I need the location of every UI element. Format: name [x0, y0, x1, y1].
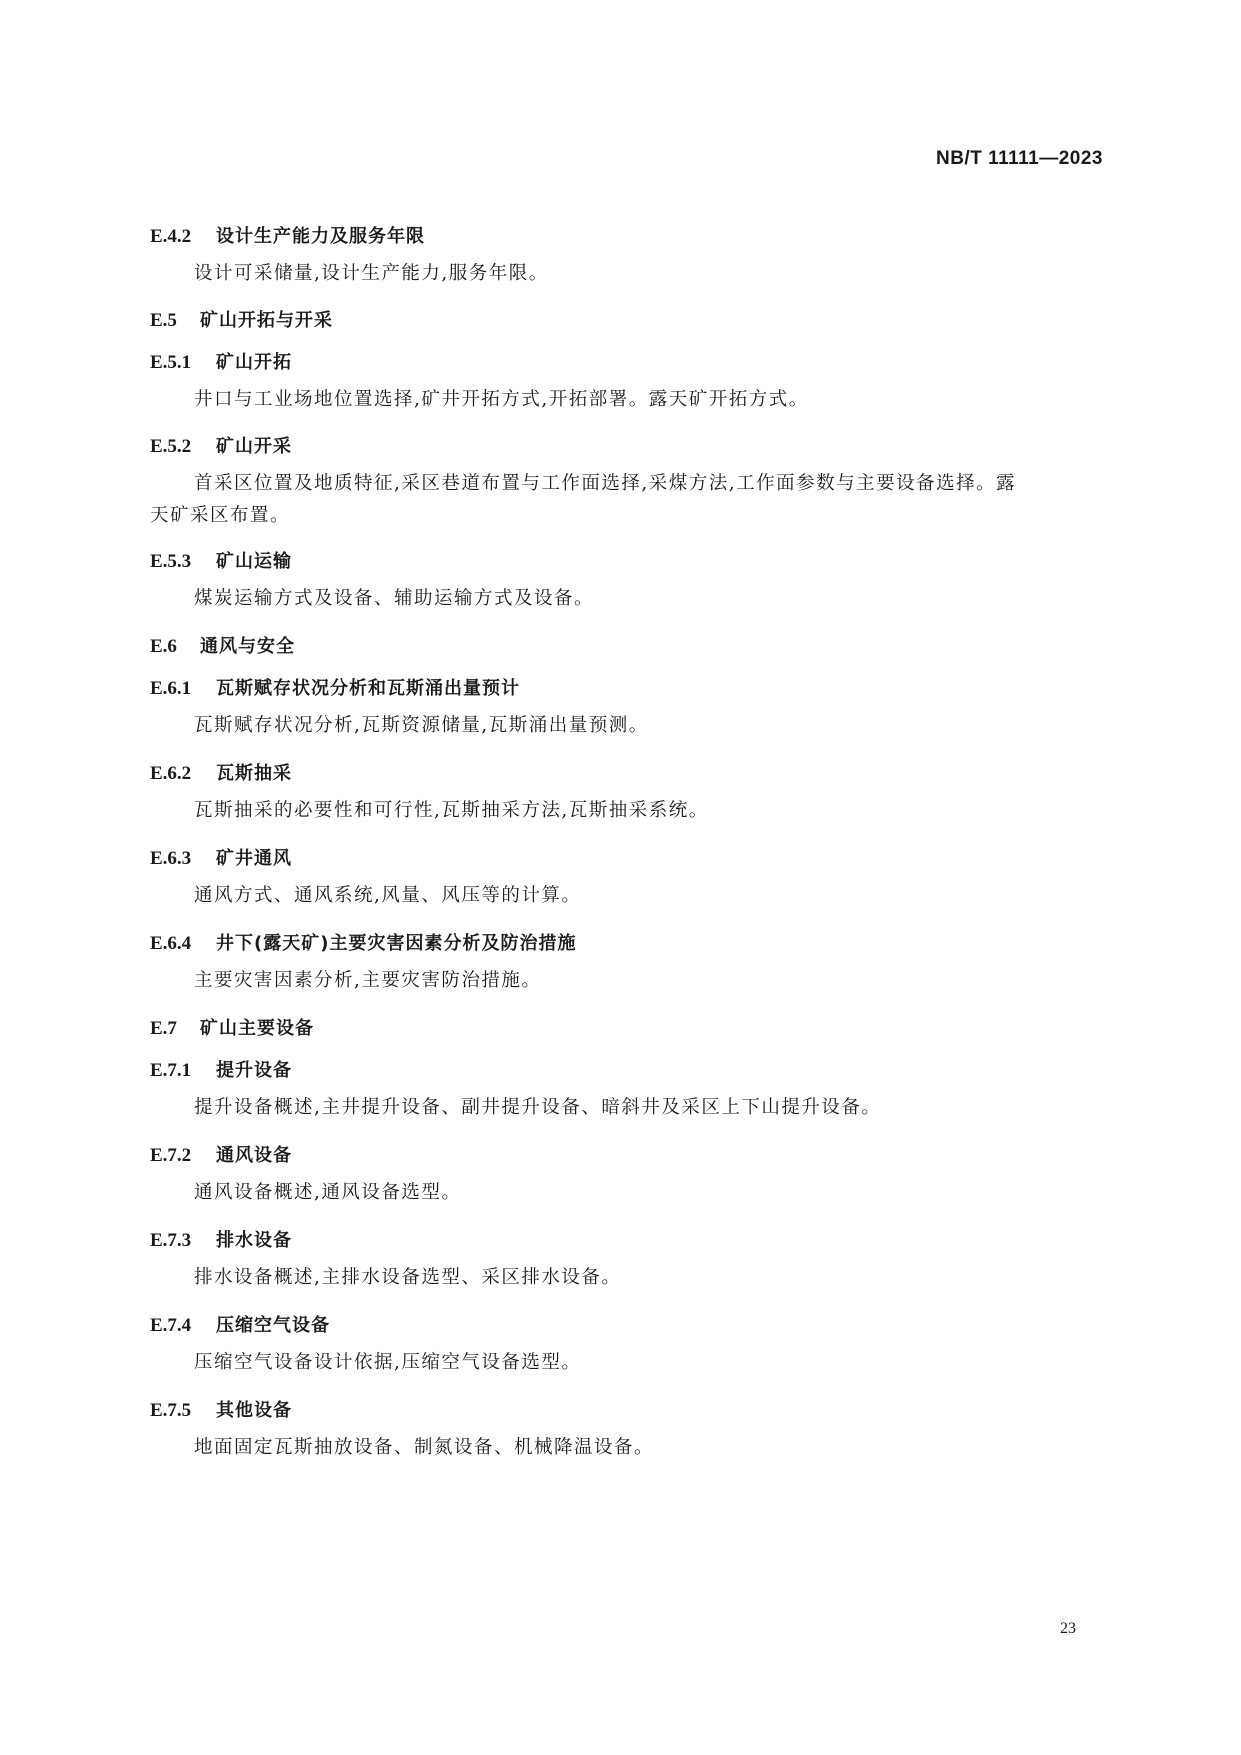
section-heading — [150, 306, 333, 332]
paragraph: 井口与工业场地位置选择,矿井开拓方式,开拓部署。露天矿开拓方式。 — [194, 389, 809, 410]
section-number: E.7.1 — [150, 1060, 192, 1081]
section-number: E.7 — [150, 1018, 177, 1039]
section-heading — [150, 759, 292, 785]
section-title: 矿山主要设备 — [200, 1018, 314, 1039]
paragraph: 地面固定瓦斯抽放设备、制氮设备、机械降温设备。 — [194, 1437, 655, 1458]
section-heading — [150, 1056, 292, 1082]
section-heading — [150, 929, 576, 955]
section-number: E.5.3 — [150, 551, 192, 572]
section-heading — [150, 1311, 330, 1337]
section-number: E.5 — [150, 310, 177, 331]
paragraph: 瓦斯赋存状况分析,瓦斯资源储量,瓦斯涌出量预测。 — [194, 715, 649, 736]
paragraph: 首采区位置及地质特征,采区巷道布置与工作面选择,采煤方法,工作面参数与主要设备选择。露 — [194, 473, 1017, 494]
section-number: E.6 — [150, 636, 177, 657]
paragraph: 提升设备概述,主井提升设备、副井提升设备、暗斜井及采区上下山提升设备。 — [194, 1097, 882, 1118]
document-code: NB/T 11111—2023 — [935, 148, 1103, 169]
section-number: E.6.2 — [150, 763, 192, 784]
section-title: 矿山开拓 — [216, 352, 292, 373]
section-heading — [150, 1141, 292, 1167]
section-title: 瓦斯抽采 — [216, 763, 292, 784]
section-number: E.5.1 — [150, 352, 192, 373]
paragraph: 通风方式、通风系统,风量、风压等的计算。 — [194, 885, 582, 906]
section-title: 排水设备 — [216, 1230, 292, 1251]
paragraph: 压缩空气设备设计依据,压缩空气设备选型。 — [194, 1352, 582, 1373]
section-heading — [150, 674, 520, 700]
section-title: 提升设备 — [216, 1060, 292, 1081]
section-heading — [150, 222, 425, 248]
section-heading — [150, 348, 292, 374]
section-title: 井下(露天矿)主要灾害因素分析及防治措施 — [216, 933, 577, 954]
section-heading — [150, 1396, 292, 1422]
section-title: 其他设备 — [216, 1400, 292, 1421]
section-title: 通风设备 — [216, 1145, 292, 1166]
section-title: 压缩空气设备 — [216, 1315, 330, 1336]
paragraph-continuation: 天矿采区布置。 — [150, 505, 291, 526]
section-heading — [150, 547, 292, 573]
section-number: E.4.2 — [150, 226, 192, 247]
section-number: E.7.2 — [150, 1145, 192, 1166]
paragraph: 煤炭运输方式及设备、辅助运输方式及设备。 — [194, 588, 595, 609]
section-title: 矿山开采 — [216, 436, 292, 457]
section-number: E.5.2 — [150, 436, 192, 457]
paragraph: 排水设备概述,主排水设备选型、采区排水设备。 — [194, 1267, 622, 1288]
section-title: 矿井通风 — [216, 848, 292, 869]
section-heading — [150, 632, 295, 658]
section-title: 设计生产能力及服务年限 — [216, 226, 425, 247]
section-heading — [150, 844, 292, 870]
paragraph: 主要灾害因素分析,主要灾害防治措施。 — [194, 970, 542, 991]
section-number: E.7.3 — [150, 1230, 192, 1251]
paragraph: 通风设备概述,通风设备选型。 — [194, 1182, 462, 1203]
section-number: E.6.1 — [150, 678, 192, 699]
section-number: E.6.4 — [150, 933, 192, 954]
paragraph: 设计可采储量,设计生产能力,服务年限。 — [194, 263, 549, 284]
section-title: 矿山运输 — [216, 551, 292, 572]
section-heading — [150, 1014, 314, 1040]
section-heading — [150, 1226, 292, 1252]
section-title: 矿山开拓与开采 — [200, 310, 333, 331]
section-heading — [150, 432, 292, 458]
section-title: 通风与安全 — [200, 636, 295, 657]
section-number: E.6.3 — [150, 848, 192, 869]
page-number: 23 — [1060, 1620, 1076, 1637]
section-number: E.7.4 — [150, 1315, 192, 1336]
paragraph: 瓦斯抽采的必要性和可行性,瓦斯抽采方法,瓦斯抽采系统。 — [194, 800, 709, 821]
section-title: 瓦斯赋存状况分析和瓦斯涌出量预计 — [216, 678, 520, 699]
section-number: E.7.5 — [150, 1400, 192, 1421]
